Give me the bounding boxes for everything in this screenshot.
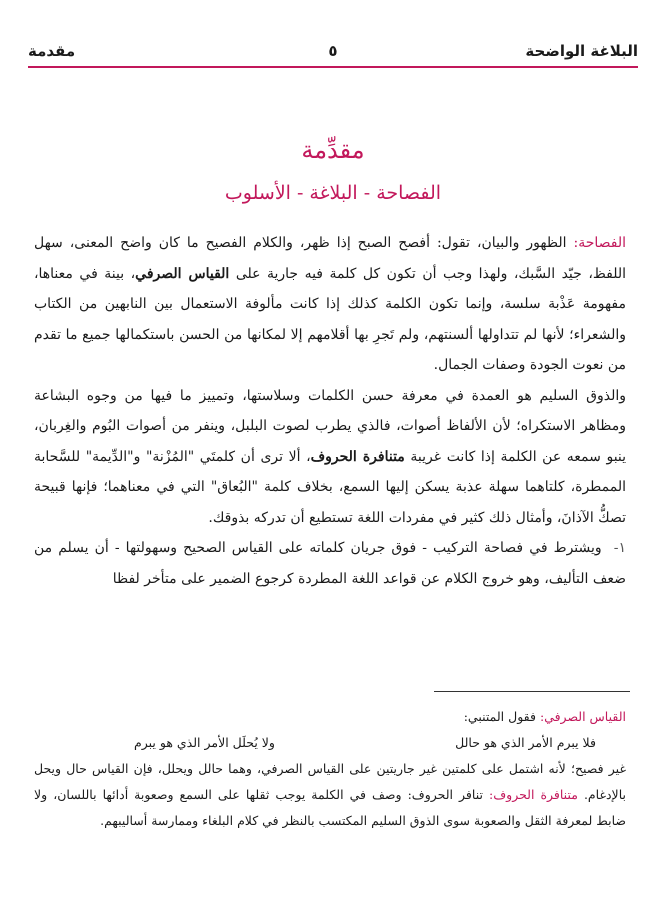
footnote-text: ولا ضابط لمعرفة الثقل والصعوبة سوى الذوق السليم المكتسب بالنظر في كلام البلغاء وممارسة أساليبهم. xyxy=(34,787,626,828)
running-header xyxy=(28,40,638,66)
header-divider xyxy=(28,66,638,68)
page-title: مقدِّمة xyxy=(301,136,365,164)
text-line: من الكتاب والشعراء؛ لأنها لم تتداولها ألسنتهم، ولم تَجرِ بها أقلامهم إلا لمكانها من الحسن xyxy=(34,296,626,343)
footnote-text: تنافر الحروف: وصف في الكلمة يوجب ثقلها على السمع وصعوبة أدائها باللسان، xyxy=(53,787,483,802)
footnote-text: فقول المتنبي: xyxy=(463,709,536,724)
text-line: والذوق السليم هو العمدة في معرفة حسن الكلمات وسلاستها، وتمييز ما فيها من وجوه البشاعة xyxy=(34,387,626,404)
bold-term: متنافرة الحروف xyxy=(310,448,405,465)
text-line: والغِربان، ينبو سمعه عن الكلمة إذا كانت غريبة xyxy=(34,418,627,465)
footnote-1-body xyxy=(34,756,626,834)
text-line: ويشترط في فصاحة التركيب - فوق جريان كلماته على القياس الصحيح وسهولتها - أن يسلم xyxy=(58,540,602,556)
list-number: ١- xyxy=(613,540,627,556)
verse-hemistich-left: ولا يُحلَل الأمر الذي هو يبرم xyxy=(134,735,275,750)
page-subtitle: الفصاحة - البلاغة - الأسلوب xyxy=(224,182,442,204)
text-line: من ضعف التأليف، وهو خروج الكلام عن قواعد اللغة المطردة كرجوع الضمير على متأخر لفظا xyxy=(34,540,626,587)
page-number: ٥ xyxy=(328,42,338,60)
footnote-text: بالإدغام. xyxy=(583,787,626,802)
verse-hemistich-right: فلا يبرم الأمر الذي هو حالل xyxy=(455,735,596,750)
poetry-verse xyxy=(34,730,626,756)
footnote-text: غير فصيح؛ لأنه اشتمل على كلمتين غير جاريتين على القياس الصرفي، وهما حالل ويحلل، فإن القياس حال ويحل xyxy=(34,761,626,776)
text-line: باستكمالها جميع ما تقدم من نعوت الجودة وصفات الجمال. xyxy=(34,326,626,373)
text-line: ، بينة xyxy=(104,265,136,282)
text-line: الظهور والبيان، تقول: أفصح الصبح إذا ظهر، والكلام الفصيح ما كان واضح المعنى، xyxy=(69,235,567,251)
term-eloquence: الفصاحة: xyxy=(573,235,627,251)
text-line: سهل اللفظ، جيّد السَّبك، ولهذا وجب أن تكون كل كلمة فيه جارية على xyxy=(34,235,626,282)
book-title: البلاغة الواضحة xyxy=(525,42,638,60)
paragraph-taste xyxy=(34,381,626,534)
section-name: مقدمة xyxy=(28,42,76,60)
text-line: في معناها، مفهومة عَذْبة سلسة، وإنما تكون الكلمة كذلك إذا كانت مألوفة الاستعمال بين النابهين xyxy=(34,265,626,312)
main-text xyxy=(34,228,626,594)
footnote-term: القياس الصرفي: xyxy=(539,709,626,724)
footnote-1 xyxy=(34,704,626,730)
bold-term: القياس الصرفي xyxy=(135,265,230,282)
footnotes xyxy=(34,704,626,834)
text-line: ومظاهر الاستكراه؛ لأن الألفاظ أصوات، فالذي يطرب لصوت البلبل، وينفر من أصوات البُوم xyxy=(91,418,626,434)
text-line: معناهما؛ فإنها قبيحة تصكُّ الآذانَ، وأمثال ذلك كثير في مفردات اللغة تستطيع أن تدركه بذوقك. xyxy=(34,479,626,526)
text-line: و"الدِّيمة" للسَّحابة الممطرة، كلتاهما سهلة عذبة يسكن إليها السمع، بخلاف كلمة "البُعاق" التي في xyxy=(34,448,626,495)
footnote-term: متنافرة الحروف: xyxy=(488,787,578,802)
footnote-divider xyxy=(434,691,630,692)
paragraph-eloquence xyxy=(34,228,626,381)
text-line: ، ألا ترى أن كلمتَي "المُزْنة" xyxy=(145,448,311,465)
paragraph-composition xyxy=(34,533,626,594)
